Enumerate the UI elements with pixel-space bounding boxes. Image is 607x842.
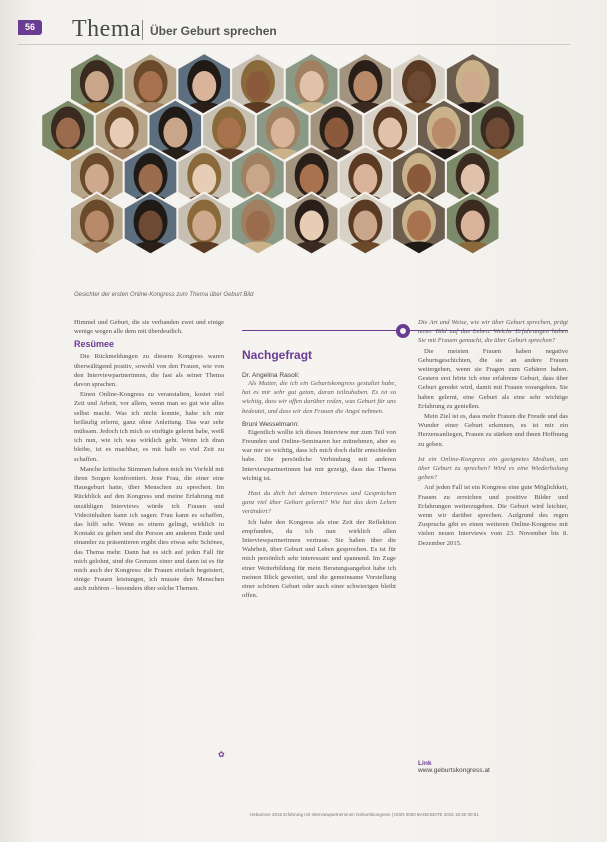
title-divider	[142, 20, 143, 40]
section-title: Thema	[72, 16, 142, 42]
column-1-paragraph: Manche kritische Stimmen haben mich im Vorfeld mit ihren Sorgen konfrontiert. Jene Frau, die einer eine Hausgeburt hatte, über Menschen zu sprechen. Im Rückblick auf den Kongress und meine Erfahrung mit unzähligen Interviews würde ich Frauen und Videoinhalten kann ich sagen: Frau kann es schaffen, das hilft sehr. Wenn es einem gelingt, wirklich in Kontakt zu gehen und die Person am anderen Ende und einander zu präsentieren ergibt dies etwas sehr Schönes, das Thema mehr. Dann hat es sich auf jeden Fall für mich gelohnt, sind die Grenzen einer und dann ist es für mich auch der Kongress: die Frauen einfach begeistert, einige Frauen leistungen, ich musste den Menschen auch zuhören – besonders über solche Themen.	[74, 465, 224, 593]
portrait-hexagon	[124, 193, 178, 266]
end-mark-icon: ✿	[218, 750, 225, 759]
column-1-intro: Himmel und Geburt, die sie verbanden zwei und einige wenige wegen alle dem mit überdeutlich.	[74, 319, 224, 336]
interview-answer: Die meisten Frauen haben negative Geburtsgeschichten, die sie an andere Frauen weitergeben, wenn sie Fragen zum Gebären haben. Gestern erst hörte ich eine erfahrene Geburt, dass über Geburt geredet wird, damit mit Frauen vorangehen. Sie haben gelernt, eine Geburt als eine sehr wichtige Erfahrung zu genießen.	[418, 347, 568, 410]
links-box	[418, 760, 490, 774]
column-1-paragraph: Einen Online-Kongress zu veranstalten, kostet viel Zeit und Arbeit, vor allem, wenn man so gut wie alles selbst macht. Was ich nicht konnte, habe ich mir beiläufig erlernt, ganz ohne Anleitung. Das war sehr mühsam. Jedoch ich mich so einfügte gelernt habe, weiß ich nun, wie ich was wirklich geht. Wenn ich dran bleibe, ist es machbar, es mit halb so viel Zeit zu schaffen.	[74, 391, 224, 463]
interview-answer: Eigentlich wollte ich dieses Interview nur zum Teil von Freunden und Online-Seminaren her mitnehmen, aber es war mir so wichtig, dass ich mich doch dafür entschieden habe. Die persönliche Verbindung mit anderen Interviewpartnerinnen hat mir gezeigt, dass das Thema wichtig ist.	[242, 428, 396, 482]
interview-answer: Als Mutter, die ich ein Geburtskongress gestaltet habe, hat es mir sehr gut getan, daran teilzuhaben. Es ist so wichtig, dass wir offen darüber reden, was Geburt für uns bedeutet, und dass wir den Frauen die Angst nehmen.	[242, 380, 396, 415]
column-3	[418, 318, 568, 549]
portrait-hexagon	[177, 193, 231, 266]
image-caption: Gesichter der ersten Online-Kongress zum Thema über Geburt Bild	[74, 292, 254, 298]
interview-answer: Ich habe den Kongress als eine Zeit der Reflektion empfunden, da ich nun wirklich allen Interviewpartnerinnen vertraue. Sie haben über die Wahrheit, über Geburt und Leben gesprochen. Es ist für mich persönlich sehr interessant und spannend. Im Zuge einer Weiterbildung für mein Beratungsangebot habe ich meinen Blick geweitet, und die gemeinsame Vorstellung einer schönen Geburt oder auch einer schwierigen bleibt offen.	[242, 518, 396, 600]
nachgefragt-heading: Nachgefragt	[242, 348, 313, 362]
interview-question: Ist ein Online-Kongress ein geeignetes Medium, um über Geburt zu sprechen? Wird es eine Wiederholung geben?	[418, 455, 568, 482]
link-url[interactable]: www.geburtskongress.at	[418, 767, 490, 774]
page-footer: Hebamme 2015 Erfahrung mit Interviewpartnerinnen Geburtskongress | ISSN 0000 BANDSEITE 2015 16:30 00:01	[250, 812, 479, 817]
header-rule	[18, 44, 570, 45]
resumee-heading: Resümee	[74, 339, 115, 350]
portrait-hexagon	[285, 193, 339, 266]
section-subtitle: Über Geburt sprechen	[150, 24, 277, 38]
column-1	[74, 318, 224, 595]
links-label: Link	[418, 760, 432, 767]
portrait-hexagon	[446, 193, 500, 266]
location-pin-icon	[396, 324, 410, 338]
portrait-hexagon	[339, 193, 393, 266]
interview-question: Hast du dich bei deinen Interviews und Gesprächen ganz viel über Geburt gelernt? Wie hat das dein Leben verändert?	[242, 490, 396, 516]
column-1-paragraph: Die Rückmeldungen zu diesem Kongress waren überwältigend positiv, sowohl von den Frauen, wie von den Interviewpartnerinnen, die fast als seiner Thema davon sprachen.	[74, 353, 224, 389]
interview-answer: Mein Ziel ist es, dass mehr Frauen die Freude und das Wunder einer Geburt erkennen, es ist mir ein Herzensanliegen, Frauen zu stärken und ihnen Hoffnung zu geben.	[418, 413, 568, 448]
interview-question: Die Art und Weise, wie wir über Geburt sprechen, prägt unser Bild auf das Leben. Welche Erfahrungen haben Sie mit Frauen gemacht, die über Geburt sprechen?	[418, 319, 568, 345]
page-number-badge: 56	[18, 20, 42, 35]
interviewee-name: Bruni Wesselmann:	[242, 420, 300, 428]
column-2	[242, 318, 396, 601]
interviewee-name: Dr. Angelina Rasoli:	[242, 372, 300, 379]
portrait-hexagon	[231, 193, 285, 266]
hexagon-grid	[40, 52, 580, 290]
portrait-hexagon-collage	[40, 52, 580, 290]
interview-answer: Auf jeden Fall ist ein Kongress eine gute Möglichkeit, Frauen zu erreichen und positive Bilder und Erfahrungen weiterzugeben. Die Geburt wird leichter, wenn wir darüber sprechen. Aufgrund des regen Zuspruchs gibt es einen weiteren Online-Kongress mit vielen neuen Interviews vom 23. November bis 8. Dezember 2015.	[418, 484, 568, 547]
portrait-hexagon	[392, 193, 446, 266]
portrait-hexagon	[70, 193, 124, 266]
